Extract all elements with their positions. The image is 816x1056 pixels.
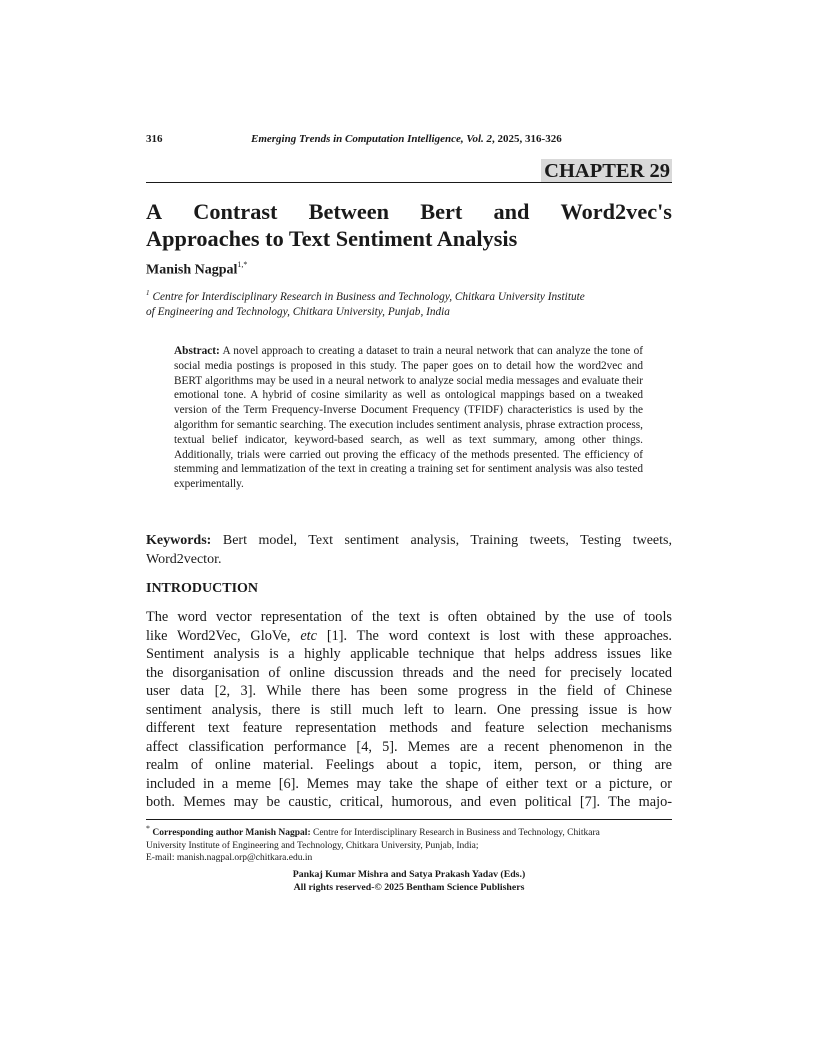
footnote-email: E-mail: manish.nagpal.orp@chitkara.edu.in: [146, 853, 313, 864]
author-name: Manish Nagpal: [146, 262, 238, 278]
body-line: sentiment analysis, there is still much left to learn. One pressing issue is how: [146, 701, 672, 718]
abstract-text: A novel approach to creating a dataset to train a neural network that can analyze the tone of social media postings is proposed in this study. The paper goes on to detail how the word2vec and BERT algorithms may be used in a neural network to analyze social media messages and evaluate their emotional tone. A hybrid of cosine similarity as well as ontological mappings based on a tweaked version of the Term Frequency-Inverse Document Frequency (TFIDF) characteristics is used by the algorithm for semantic searching. The execution includes sentiment analysis, phrase extraction process, textual belief indicator, keyword-based search, as well as text summary, among other things. Additionally, trials were carried out proving the efficacy of the methods presented. The efficiency of stemming and lemmatization of the text in creating a training set for sentiment analysis was also tested experimentally.: [174, 345, 643, 491]
title-word: Bert: [420, 199, 463, 224]
title-word: Word2vec's: [560, 199, 672, 224]
abstract-label: Abstract:: [174, 345, 220, 357]
chapter-label: CHAPTER 29: [541, 159, 672, 183]
keywords: [146, 532, 672, 569]
italic-etc: etc: [300, 627, 317, 644]
affiliation-marker: 1: [146, 289, 150, 297]
introduction-body: [146, 608, 672, 812]
body-line: different text feature representation methods and feature selection mechanisms: [146, 720, 672, 737]
editors-line: Pankaj Kumar Mishra and Satya Prakash Yadav (Eds.): [292, 869, 526, 880]
running-head: [146, 133, 672, 149]
editors-copyright: [146, 869, 672, 895]
copyright-line: All rights reserved-© 2025 Bentham Science Publishers: [293, 881, 525, 893]
footnote: [146, 823, 672, 865]
body-line: affect classification performance [4, 5]. Memes are a recent phenomenon in the: [146, 738, 672, 755]
body-line: both. Memes may be caustic, critical, humorous, and even political [7]. The majo-: [146, 794, 672, 811]
author: [146, 261, 247, 279]
journal-citation: [251, 133, 562, 145]
chapter-divider: [146, 182, 672, 183]
title-line-2: Approaches to Text Sentiment Analysis: [146, 226, 518, 251]
affiliation: [146, 286, 672, 320]
abstract: [174, 344, 643, 492]
footnote-marker: *: [146, 824, 150, 833]
body-line: the disorganisation of online discussion threads and the need for precisely located: [146, 664, 672, 681]
title-word: Contrast: [193, 199, 278, 224]
footnote-label: Corresponding author Manish Nagpal:: [152, 828, 311, 839]
body-line: user data [2, 3]. While there has been some progress in the field of Chinese: [146, 683, 672, 700]
keywords-label: Keywords:: [146, 533, 212, 548]
keywords-text: Bert model, Text sentiment analysis, Training tweets, Testing tweets, Word2vector.: [146, 533, 672, 567]
title-line-1: [146, 198, 672, 225]
affiliation-line-1: $^1$ Centre for Interdisciplinary Research in Business and Technology, Chitkara University Institute: [146, 289, 585, 303]
title-word: Between: [308, 199, 390, 224]
footnote-divider: [146, 819, 672, 820]
body-line: The word vector representation of the text is often obtained by the use of tools: [146, 609, 672, 625]
section-heading-introduction: INTRODUCTION: [146, 581, 259, 596]
title-word: A: [146, 199, 163, 224]
body-line: Sentiment analysis is a highly applicable technique that helps address issues like: [146, 646, 672, 663]
footnote-line-1: * Corresponding author Manish Nagpal: Centre for Interdisciplinary Research in Business and Technology, Chitkara: [146, 824, 600, 839]
body-line: realm of online material. Feelings about a topic, item, person, or thing are: [146, 757, 672, 774]
title-word: and: [493, 199, 530, 224]
author-superscript: 1,*: [237, 260, 248, 269]
journal-title: Emerging Trends in Computation Intelligence, Vol. 2: [251, 133, 493, 145]
body-line: like Word2Vec, GloVe, etc [1]. The word context is lost with these approaches.: [146, 627, 672, 644]
paper-title: [146, 198, 672, 252]
journal-volume-pages: , 2025, 316-326: [492, 133, 562, 145]
affiliation-line-2: of Engineering and Technology, Chitkara University, Punjab, India: [146, 305, 450, 318]
page-number: 316: [146, 133, 163, 145]
body-line: included in a meme [6]. Memes may take the shape of either text or a picture, or: [146, 775, 672, 792]
footnote-line-2: University Institute of Engineering and Technology, Chitkara University, Punjab, India;: [146, 840, 479, 851]
